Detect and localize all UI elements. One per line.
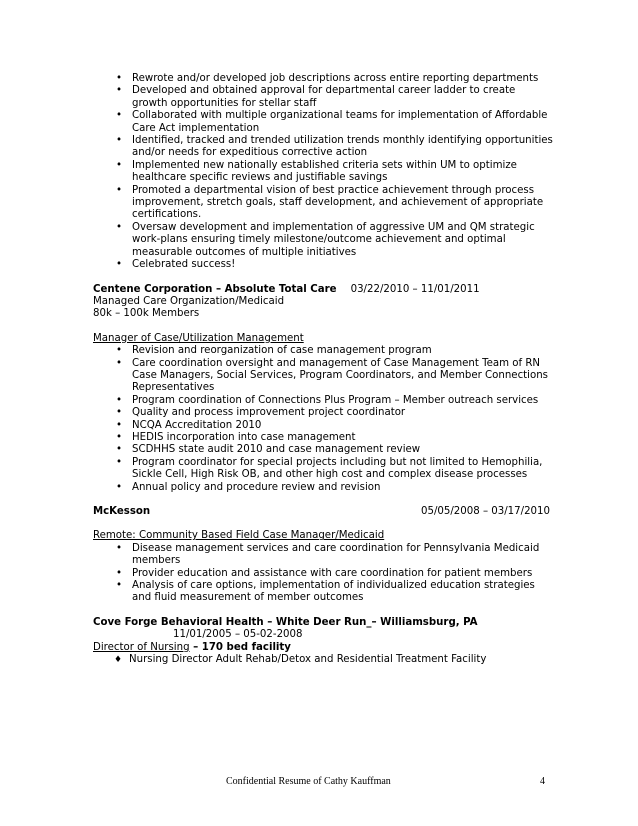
bullet-dot-icon: • [116,345,123,357]
job-title: Manager of Case/Utilization Management [93,332,304,344]
centene-bullet-list [93,345,553,494]
list-item: • Quality and process improvement project coordinator [116,407,406,419]
page-number: 4 [540,776,545,787]
employment-dates: 11/01/2005 – 05-02-2008 [173,629,303,641]
mckesson-header [93,506,553,518]
list-item: • Care coordination oversight and management of Case Management Team of RN Case Managers, Social Services, Program Coordinators, and Member Connections Representatives [116,357,548,394]
bullet-dot-icon: • [116,580,123,592]
mckesson-bullet-list [93,543,553,605]
list-item: • Revision and reorganization of case management program [116,345,432,357]
company-name: Cove Forge Behavioral Health – White Deer Run_– Williamsburg, PA [93,616,478,628]
list-item: • NCQA Accreditation 2010 [116,419,262,431]
employment-dates: 03/22/2010 – 11/01/2011 [350,283,480,295]
list-item: • Developed and obtained approval for departmental career ladder to create growth opportunities for stellar staff [116,85,516,109]
bullet-dot-icon: • [116,259,123,271]
list-item: • Celebrated success! [116,259,236,271]
centene-header [93,284,553,296]
list-item: • Provider education and assistance with care coordination for patient members [116,567,533,579]
employment-dates: 05/05/2008 – 03/17/2010 [420,506,550,517]
job-title-row [93,642,553,654]
company-name: McKesson [93,506,151,517]
list-item: • Implemented new nationally established criteria sets within UM to optimize healthcare specific reviews and justifiable savings [116,159,517,184]
bullet-dot-icon: • [116,135,123,147]
company-description: Managed Care Organization/Medicaid [93,295,285,307]
bullet-dot-icon: • [116,110,123,122]
bullet-dot-icon: • [116,357,123,369]
list-item: • HEDIS incorporation into case management [116,431,356,443]
job-title-suffix: – 170 bed facility [189,641,291,653]
bullet-dot-icon: • [116,73,123,84]
bullet-dot-icon: • [116,184,123,196]
bullet-dot-icon: • [116,542,123,554]
list-item: • Program coordinator for special projects including but not limited to Hemophilia, Sickle Cell, High Risk OB, and other high cost and complex disease processes [116,456,543,481]
bullet-dot-icon: • [116,567,123,579]
list-item: • Analysis of care options, implementation of individualized education strategies and fluid measurement of member outcomes [116,580,535,604]
resume-page [93,73,553,666]
spacer [93,494,553,506]
footer-text: Confidential Resume of Cathy Kauffman [226,776,391,787]
list-item: • Promoted a departmental vision of best practice achievement through process improvement, stretch goals, staff development, and achievement of appropriate certifications. [116,184,544,221]
bullet-dot-icon: • [116,419,123,431]
spacer [93,518,553,530]
spacer [93,605,553,617]
bullet-dot-icon: • [116,85,123,97]
bullet-dot-icon: • [116,431,123,443]
list-item: • Rewrote and/or developed job descriptions across entire reporting departments [116,73,539,84]
bullet-dot-icon: • [116,444,123,456]
spacer [93,272,553,284]
bullet-dot-icon: • [116,481,123,493]
company-size: 80k – 100k Members [93,308,200,320]
list-item: • Annual policy and procedure review and revision [116,481,381,493]
bullet-dot-icon: • [116,456,123,468]
diamond-bullet-icon: ♦ [114,655,123,666]
job-title: Remote: Community Based Field Case Manager/Medicaid [93,530,385,542]
list-item: • Disease management services and care coordination for Pennsylvania Medicaid members [116,542,540,567]
bullet-dot-icon: • [116,394,123,406]
job-title: Director of Nursing [93,641,190,653]
bullet-dot-icon: • [116,221,123,233]
company-name: Centene Corporation – Absolute Total Care [93,283,337,295]
spacer [93,321,553,333]
list-item: • SCDHHS state audit 2010 and case management review [116,444,421,456]
list-item: • Oversaw development and implementation of aggressive UM and QM strategic work-plans ensuring timely milestone/outcome achievement and optimal measurable outcomes of multiple initiatives [116,221,535,258]
bullet-dot-icon: • [116,159,123,171]
list-item: • Identified, tracked and trended utilization trends monthly identifying opportunities and/or needs for expeditious corrective action [116,135,553,159]
coveforge-bullet-list [93,654,553,666]
list-item: • Program coordination of Connections Plus Program – Member outreach services [116,394,539,406]
list-item: • Collaborated with multiple organizational teams for implementation of Affordable Care Act implementation [116,110,548,134]
list-item: ♦ Nursing Director Adult Rehab/Detox and Residential Treatment Facility [114,654,487,666]
bullet-dot-icon: • [116,407,123,419]
section1-bullet-list [93,73,553,272]
